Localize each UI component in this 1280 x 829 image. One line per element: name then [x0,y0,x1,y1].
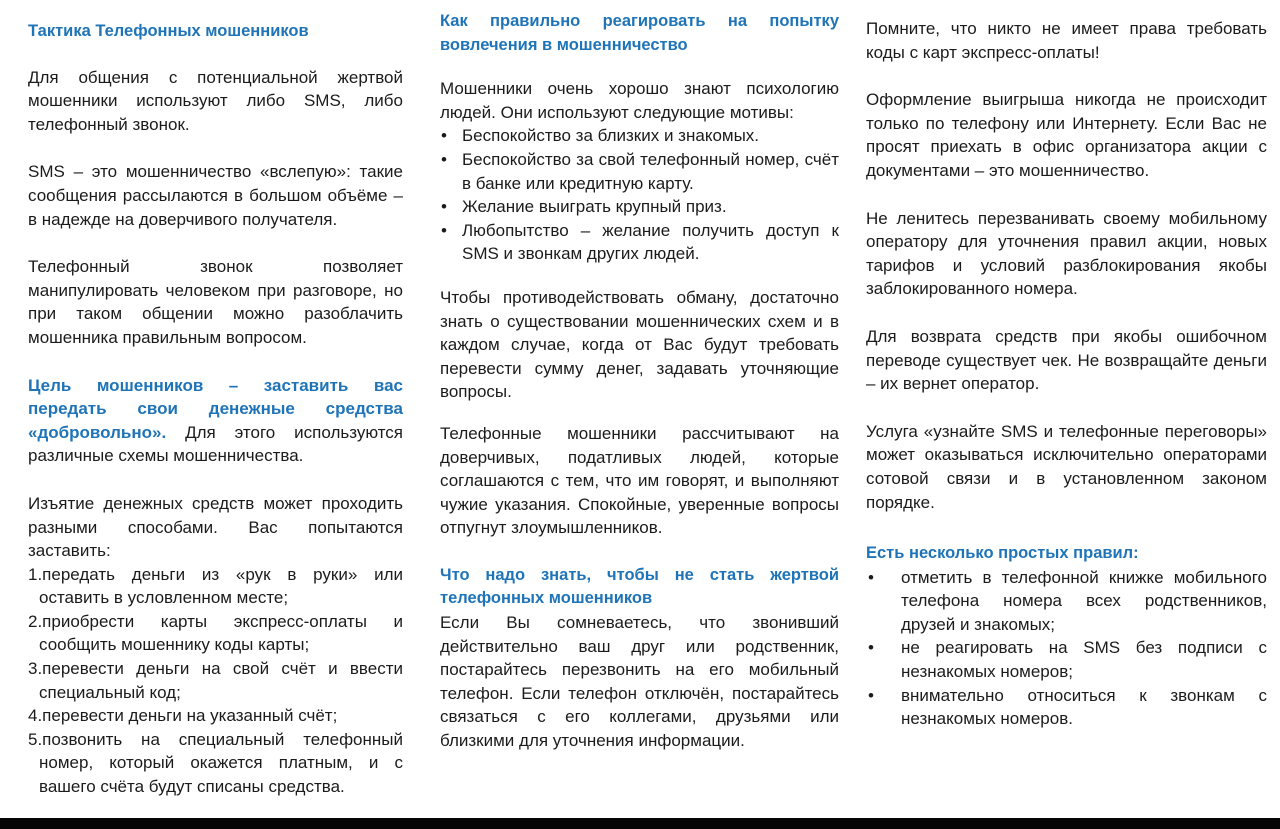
goal-rest: Для этого используются различные схемы мошенничества. [28,422,403,466]
paragraph: Для возврата средств при якобы ошибочном переводе существует чек. Не возвращайте деньги – их вернет оператор. [866,326,1267,394]
paragraph: Для общения с потенциальной жертвой мошенники используют либо SMS, либо телефонный звонок. [28,67,403,134]
paragraph: Не ленитесь перезванивать своему мобильному оператору для уточнения правил акции, новых тарифов и условий разблокирования якобы заблокированного номера. [866,208,1267,299]
section-heading-react: Как правильно реагировать на попытку вовлечения в мошенничество [440,12,839,54]
column-2 [440,10,839,753]
list-item: 1.передать деньги из «рук в руки» или оставить в условленном месте; [28,564,403,608]
goal-paragraph [28,374,403,468]
section-heading-rules: Есть несколько простых правил: [866,544,1139,563]
paragraph: Изъятие денежных средств может проходить разными способами. Вас попытаются заставить: [28,493,403,561]
rules-list [866,566,1267,731]
list-item: 2.приобрести карты экспресс-оплаты и сообщить мошеннику коды карты; [28,611,403,655]
list-item: • Желание выиграть крупный приз. [440,195,839,219]
paragraph: Услуга «узнайте SMS и телефонные переговоры» может оказываться исключительно операторами сотовой связи и в установленном законом порядке. [866,421,1267,512]
section-heading-know: Что надо знать, чтобы не стать жертвой телефонных мошенников [440,565,839,608]
list-item: • Беспокойство за свой телефонный номер, счёт в банке или кредитную карту. [440,148,839,195]
paragraph: Мошенники очень хорошо знают психологию людей. Они используют следующие мотивы: [440,79,839,122]
list-item: • Беспокойство за близких и знакомых. [440,124,839,148]
list-item: 5.позвонить на специальный телефонный номер, который окажется платным, и с вашего счёта будут списаны средства. [28,729,403,797]
paragraph: Телефонные мошенники рассчитывают на доверчивых, податливых людей, которые соглашаются с тем, что им говорят, и выполняют чужие указания. Спокойные, уверенные вопросы отпугнут злоумышленников. [440,423,839,538]
column-1 [28,20,403,799]
paragraph: Телефонный звонок позволяет манипулировать человеком при разговоре, но при таком общении можно разоблачить мошенника правильным вопросом. [28,257,403,347]
list-item: 3.перевести деньги на свой счёт и ввести специальный код; [28,659,403,702]
bottom-border [0,818,1280,829]
goal-highlight: Цель мошенников – заставить вас передать свои денежные средства «добровольно». [28,375,403,442]
paragraph: Оформление выигрыша никогда не происходит только по телефону или Интернету. Если Вас не просят приехать в офис организатора акции с документами – это мошенничество. [866,90,1267,180]
paragraph: Помните, что никто не имеет права требовать коды с карт экспресс-оплаты! [866,19,1267,62]
list-item: • не реагировать на SMS без подписи с незнакомых номеров; [866,636,1267,683]
paragraph: Чтобы противодействовать обману, достаточно знать о существовании мошеннических схем и в каждом случае, когда от Вас будут требовать перевести сумму денег, задавать уточняющие вопросы. [440,287,839,402]
paragraph: Если Вы сомневаетесь, что звонивший действительно ваш друг или родственник, постарайтесь перезвонить на его мобильный телефон. Если телефон отключён, постарайтесь связаться с его коллегами, друзьями или близкими для уточнения информации. [440,613,839,751]
list-item: • Любопытство – желание получить доступ к SMS и звонкам других людей. [440,219,839,266]
list-item: 4.перевести деньги на указанный счёт; [28,706,338,726]
paragraph: SMS – это мошенничество «вслепую»: такие сообщения рассылаются в большом объёме – в надежде на доверчивого получателя. [28,162,403,229]
column-3 [866,17,1267,731]
section-heading-tactics: Тактика Телефонных мошенников [28,22,309,40]
list-item: • внимательно относиться к звонкам с незнакомых номеров. [866,684,1267,731]
numbered-list [28,563,403,799]
motives-list [440,124,839,266]
list-item: • отметить в телефонной книжке мобильного телефона номера всех родственников, друзей и знакомых; [866,566,1267,637]
